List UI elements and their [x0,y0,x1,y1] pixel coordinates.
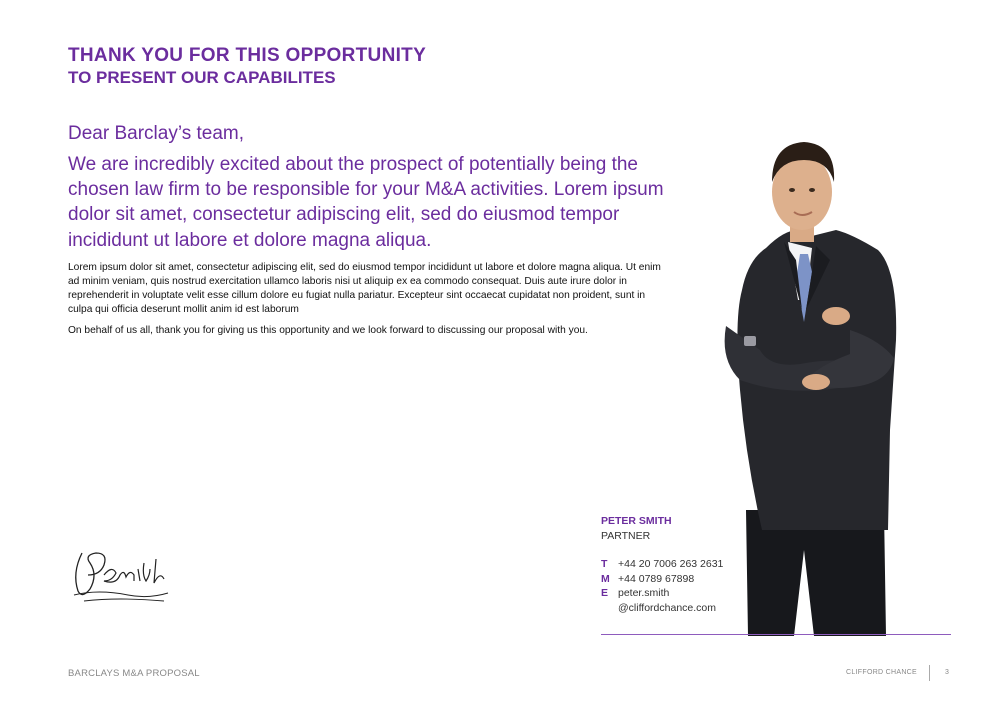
email-key: E [601,587,609,599]
page-title: THANK YOU FOR THIS OPPORTUNITY [68,45,427,66]
contact-mobile-row [601,572,723,587]
letter-body-paragraph: Lorem ipsum dolor sit amet, consectetur adipiscing elit, sed do eiusmod tempor incididunt ut labore et dolore magna aliqua. Ut enim ad minim veniam, quis nostrud exercitation ullamco laboris nisi ut aliquip ex ea commodo consequat. Duis aute irure dolor in reprehenderit in voluptate velit esse cillum dolore eu fugiat nulla pariatur. Excepteur sint occaecat cupidatat non proident, sunt in culpa qui officia deserunt mollit anim id est laborum [68,262,661,315]
contact-details [601,557,723,615]
letter-closing-paragraph: On behalf of us all, thank you for giving us this opportunity and we look forward to discussing our proposal with you. [68,325,588,336]
contact-phone-row [601,557,723,572]
footer-document-title: BARCLAYS M&A PROPOSAL [68,668,200,679]
footer-separator [929,665,930,681]
contact-name: PETER SMITH [601,515,672,527]
footer-brand: CLIFFORD CHANCE [846,669,918,676]
contact-email-row [601,586,723,615]
phone-key: T [601,558,608,570]
mobile-key: M [601,572,610,585]
contact-mobile[interactable]: +44 0789 67898 [618,572,695,585]
signature-image [68,545,178,607]
contact-email-user: peter.smith [618,587,670,599]
contact-phone[interactable]: +44 20 7006 263 2631 [618,558,724,570]
contact-divider [601,634,951,635]
letter-lead-paragraph: We are incredibly excited about the prospect of potentially being the chosen law firm to be responsible for your M&A activities. Lorem ipsum dolor sit amet, consectetur adipiscing elit, sed do eiusmod tempor incididunt ut labore et dolore magna aliqua. [68,154,664,251]
letter-greeting: Dear Barclay’s team, [68,123,244,144]
contact-email[interactable] [618,586,716,615]
page-number: 3 [945,669,949,676]
page-subtitle: TO PRESENT OUR CAPABILITES [68,68,336,87]
contact-role: PARTNER [601,530,651,542]
partner-photo [700,130,912,636]
contact-email-domain: @cliffordchance.com [618,601,717,614]
